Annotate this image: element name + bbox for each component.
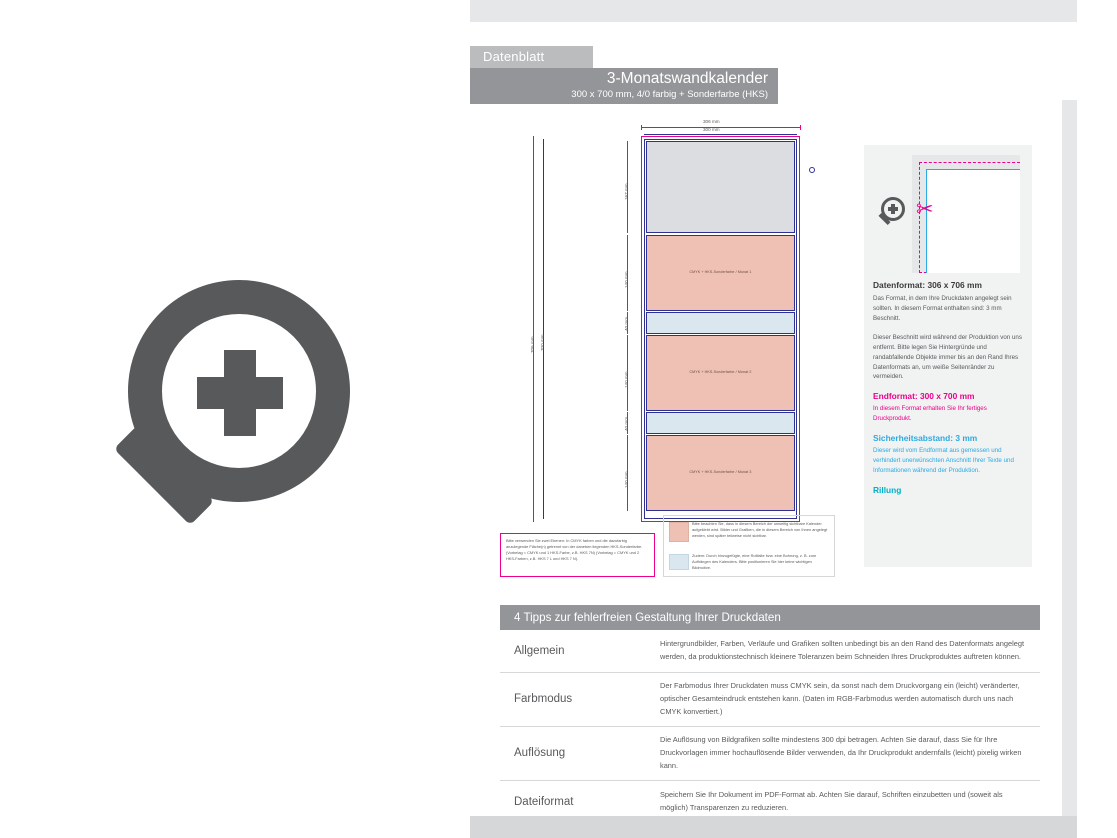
panel-month-3-label: CMYK + HKS-Sonderfarbe / Monat 3 xyxy=(689,470,752,474)
panel-header-area xyxy=(646,141,795,233)
sicherheitsabstand-heading: Sicherheitsabstand: 3 mm xyxy=(873,433,978,444)
dim-gap2-label: 40 mm xyxy=(624,416,629,431)
legend-area-text-1: Bitte beachten Sie, dass in diesem Bereich der umseitig sichtbare Kalender aufgeklebt wird. Bilder und Grafiken, die in diesem Bereich von Ihnen angelegt werden, sind später teilweise nicht sichtbar. xyxy=(692,521,828,538)
dim-line-total-left xyxy=(533,136,534,522)
panel-month-1-label: CMYK + HKS-Sonderfarbe / Monat 1 xyxy=(689,270,752,274)
page-title: 3-Monatswandkalender xyxy=(606,70,768,87)
dim-month3-label: 140 mm xyxy=(624,471,629,488)
panel-month-3 xyxy=(646,435,795,511)
page-top-band xyxy=(470,0,1077,22)
rillung-heading: Rillung xyxy=(873,484,902,495)
dim-top-outer-label: 306 mm xyxy=(703,119,720,124)
dim-month1-label: 140 mm xyxy=(624,271,629,288)
magnifier-small-plus-horizontal xyxy=(888,207,898,211)
legend-swatch-month xyxy=(669,522,689,542)
endformat-heading: Endformat: 300 x 700 mm xyxy=(873,391,975,402)
magnifier-plus-horizontal xyxy=(197,377,283,409)
dim-line-inner-left xyxy=(543,139,544,519)
datasheet-page xyxy=(470,0,1077,838)
panel-month-1 xyxy=(646,235,795,311)
page-side-strip xyxy=(1062,100,1077,816)
tips-section xyxy=(500,605,1040,824)
magnifier-plus-icon-small xyxy=(878,197,908,229)
punch-hole-icon xyxy=(809,167,815,173)
datenblatt-tab: Datenblatt xyxy=(470,46,593,68)
tip-label-dateiformat: Dateiformat xyxy=(514,795,574,808)
info-panel-body xyxy=(873,280,1025,498)
tip-text-allgemein: Hintergrundbilder, Farben, Verläufe und Grafiken sollten unbedingt bis an den Rand des Datenformats angelegt werden, da produktionstechnisch kleinere Toleranzen beim Schneiden Ihres Druckproduktes auftreten können. xyxy=(660,639,1025,661)
dim-line-outer-top xyxy=(641,127,800,128)
dim-top-inner-label: 300 mm xyxy=(703,127,720,132)
panel-gap-2 xyxy=(646,412,795,434)
page-subtitle: 300 x 700 mm, 4/0 farbig + Sonderfarbe (HKS) xyxy=(571,89,768,100)
panel-month-2-label: CMYK + HKS-Sonderfarbe / Monat 2 xyxy=(689,370,752,374)
tips-heading: 4 Tipps zur fehlerfreien Gestaltung Ihrer Druckdaten xyxy=(500,605,1040,630)
legend-swatch-gap xyxy=(669,554,689,570)
datenformat-text-2: Dieser Beschnitt wird während der Produktion von uns entfernt. Bitte legen Sie Hintergründe und randabfallende Objekte immer bis an den Rand Ihres Datenformats an, um weiße Seitenränder zu vermeiden. xyxy=(873,333,1022,381)
dim-cap-outer-right xyxy=(800,125,801,130)
table-row xyxy=(500,673,1040,727)
legend-area-note xyxy=(663,515,835,577)
dim-left-inner-label: 700 mm xyxy=(540,334,545,351)
tip-text-aufloesung: Die Auflösung von Bildgrafiken sollte mindestens 300 dpi betragen. Achten Sie darauf, dass Sie für Ihre Druckvorlagen immer hochauflösende Bilder verwenden, da Ihr Druckprodukt andernfalls (leicht) pixelig wirken kann. xyxy=(660,734,1022,770)
tip-label-allgemein: Allgemein xyxy=(514,645,565,657)
technical-drawing xyxy=(530,118,855,518)
preview-safety-line xyxy=(926,169,1020,273)
dim-left-total-label: 706 mm xyxy=(530,336,535,353)
datenformat-text-1: Das Format, in dem Ihre Druckdaten angelegt sein sollten. In diesem Format enthalten sind: 3 mm Beschnitt. xyxy=(873,295,1012,322)
scissors-icon: ✂ xyxy=(916,198,934,221)
dim-cap-outer-left xyxy=(641,125,642,130)
tip-label-aufloesung: Auflösung xyxy=(514,747,566,760)
dim-head-label: 167 mm xyxy=(624,183,629,200)
info-panel xyxy=(864,145,1032,567)
tip-label-farbmodus: Farbmodus xyxy=(514,693,573,706)
tip-text-farbmodus: Der Farbmodus Ihrer Druckdaten muss CMYK sein, da sonst nach dem Druckvorgang ein (leicht) veränderter, optischer Gesamteindruck entstehen kann. (Daten im RGB-Farbmodus werden automatisch durch uns nach CMYK konvertiert.) xyxy=(660,681,1020,716)
dim-month2-label: 140 mm xyxy=(624,371,629,388)
panel-month-2 xyxy=(646,335,795,411)
panel-gap-1 xyxy=(646,312,795,334)
legend-area-text-2: Zudem: Durch hinzugefügte, eine Rollfalte bzw. eine Bohrung, z. B. zum Aufhängen des Kalenders. Bitte positionieren Sie hier keine wichtigen Bildmotive. xyxy=(692,553,817,570)
dim-line-inner-top xyxy=(644,134,797,135)
datenformat-heading: Datenformat: 306 x 706 mm xyxy=(873,280,982,290)
dim-gap1-label: 40 mm xyxy=(624,316,629,331)
tip-text-dateiformat: Speichern Sie Ihr Dokument im PDF-Format ab. Achten Sie darauf, Schriften einzubetten und (soweit als möglich) Transparenzen zu reduzieren. xyxy=(660,789,1003,812)
table-row xyxy=(500,630,1040,673)
legend-color-note: Bitte verwenden Sie zwei Ebenen: In CMYK farben und die dazufarbig anzulegende Fläche(n) getrennt von der daneben liegenden HKS-Sonderfarbe. (Vorbelag = CMYK und 1 HKS-Farbe, z.B. HKS 7N) (Vorbelag = CMYK und 2 HKS-Farben, z.B. HKS 7 L und HKS 7 N). xyxy=(500,533,655,577)
table-row xyxy=(500,727,1040,781)
magnifier-plus-icon xyxy=(100,280,370,570)
endformat-text: In diesem Format erhalten Sie Ihr fertiges Druckprodukt. xyxy=(873,405,987,423)
info-preview xyxy=(864,145,1032,280)
sicherheitsabstand-text: Dieser wird vom Endformat aus gemessen und verhindert unerwünschten Anschnitt Ihrer Texte und Informationen während der Produktion. xyxy=(873,447,1014,475)
table-row xyxy=(500,781,1040,824)
